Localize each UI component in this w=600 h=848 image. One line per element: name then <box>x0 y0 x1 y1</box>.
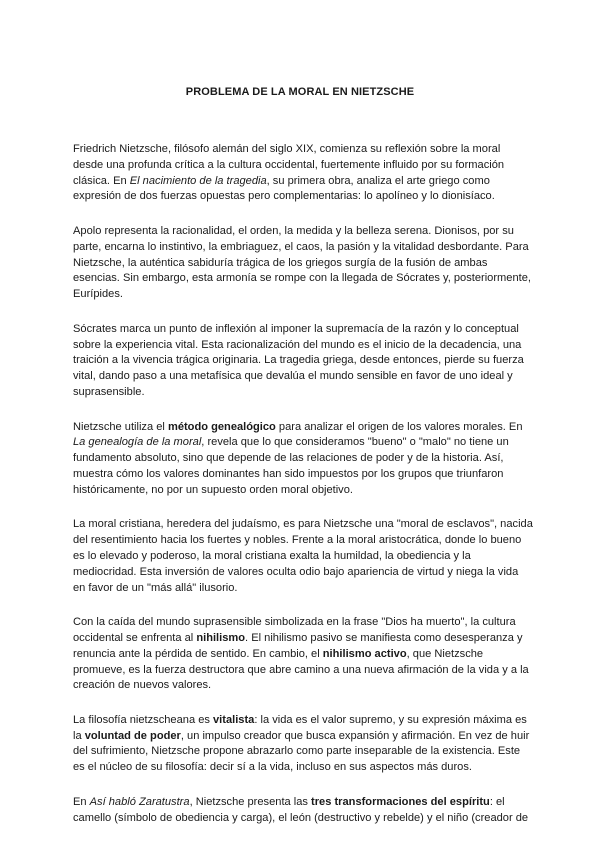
text-run: Apolo representa la racionalidad, el orden, la medida y la belleza serena. Dionisos, por su parte, encarna lo instintivo, la embriaguez, el caos, la pasión y la vitalidad desbordante. Para Nietzsche, la auténtica sabiduría trágica de los griegos surgía de la fusión de ambas esencias. Sin embargo, esta armonía se rompe con la llegada de Sócrates y, posteriormente, Eurípides. <box>73 224 531 301</box>
bold-term: voluntad de poder <box>84 729 181 742</box>
bold-term: método genealógico <box>167 420 276 433</box>
body-paragraph-1 <box>73 142 533 205</box>
italic-title: El nacimiento de la tragedia <box>129 174 267 187</box>
italic-title: Así habló Zaratustra <box>89 795 190 808</box>
text-run: Sócrates marca un punto de inflexión al imponer la supremacía de la razón y lo conceptual sobre la experiencia vital. Esta racionalización del mundo es el inicio de la decadencia, una traición a la vivencia trágica originaria. La tragedia griega, desde entonces, pierde su fuerza vital, dando paso a una metafísica que devalúa el mundo sensible en favor de uno ideal y suprasensible. <box>73 322 524 398</box>
text-run: Con la caída del mundo suprasensible simbolizada en la frase "Dios ha muerto", la cultura occidental se enfrenta al <box>73 616 516 644</box>
body-paragraph-7 <box>73 713 533 776</box>
body-paragraph-4 <box>73 420 533 499</box>
body-paragraph-3 <box>73 322 533 401</box>
text-run: La filosofía nietzscheana es <box>73 713 213 726</box>
document-body <box>73 142 533 845</box>
bold-term: nihilismo activo <box>322 647 407 660</box>
text-run: Friedrich Nietzsche, filósofo alemán del siglo XIX, comienza su reflexión sobre la moral desde una profunda crítica a la cultura occidental, fuertemente influido por su formación clásica. En <box>73 143 505 187</box>
bold-term: nihilismo <box>196 631 246 644</box>
text-run: La moral cristiana, heredera del judaísmo, es para Nietzsche una "moral de esclavos", nacida del resentimiento hacia los fuertes y nobles. Frente a la moral aristocrática, donde lo bueno es lo elevado y poderoso, la moral cristiana exalta la humildad, la obediencia y la mediocridad. Esta inversión de valores oculta odio bajo apariencia de virtud y niega la vida en favor de un "más allá" ilusorio. <box>73 518 533 594</box>
text-run: . El nihilismo pasivo se manifiesta como desesperanza y renuncia ante la pérdida de sentido. En cambio, el <box>73 631 523 660</box>
document-title: PROBLEMA DE LA MORAL EN NIETZSCHE <box>185 86 415 98</box>
text-run: para analizar el origen de los valores morales. En <box>275 420 523 433</box>
text-run: Nietzsche utiliza el <box>73 420 168 433</box>
bold-term: vitalista <box>213 713 255 726</box>
text-run: , un impulso creador que busca expansión y afirmación. En vez de huir del sufrimiento, Nietzsche propone abrazarlo como parte inseparable de la existencia. Este es el núcleo de su filosofía: decir sí a la vida, incluso en sus aspectos más duros. <box>73 729 530 774</box>
text-run: En <box>73 795 90 808</box>
text-run: : el camello (símbolo de obediencia y carga), el león (destructivo y rebelde) y el niño (creador de <box>73 795 529 824</box>
italic-title: La genealogía de la moral <box>73 436 202 449</box>
bold-term: tres transformaciones del espíritu <box>311 795 490 808</box>
text-run: : la vida es el valor supremo, y su expresión máxima es la <box>73 713 527 742</box>
text-run: , revela que lo que consideramos "bueno" o "malo" no tiene un fundamento absoluto, sino que depende de las relaciones de poder y de la historia. Así, muestra cómo los valores dominantes han sido impuestos por los grupos que triunfaron históricamente, no por un supuesto orden moral objetivo. <box>73 436 509 496</box>
text-run: , que Nietzsche promueve, es la fuerza destructora que abre camino a una nueva afirmación de la vida y a la creación de nuevos valores. <box>73 647 529 692</box>
body-paragraph-5 <box>73 517 533 596</box>
body-paragraph-2 <box>73 224 533 303</box>
body-paragraph-8 <box>73 795 533 827</box>
body-paragraph-6 <box>73 615 533 694</box>
text-run: , Nietzsche presenta las <box>189 795 312 808</box>
text-run: , su primera obra, analiza el arte griego como expresión de dos fuerzas opuestas pero complementarias: lo apolíneo y lo dionisíaco. <box>73 174 495 203</box>
